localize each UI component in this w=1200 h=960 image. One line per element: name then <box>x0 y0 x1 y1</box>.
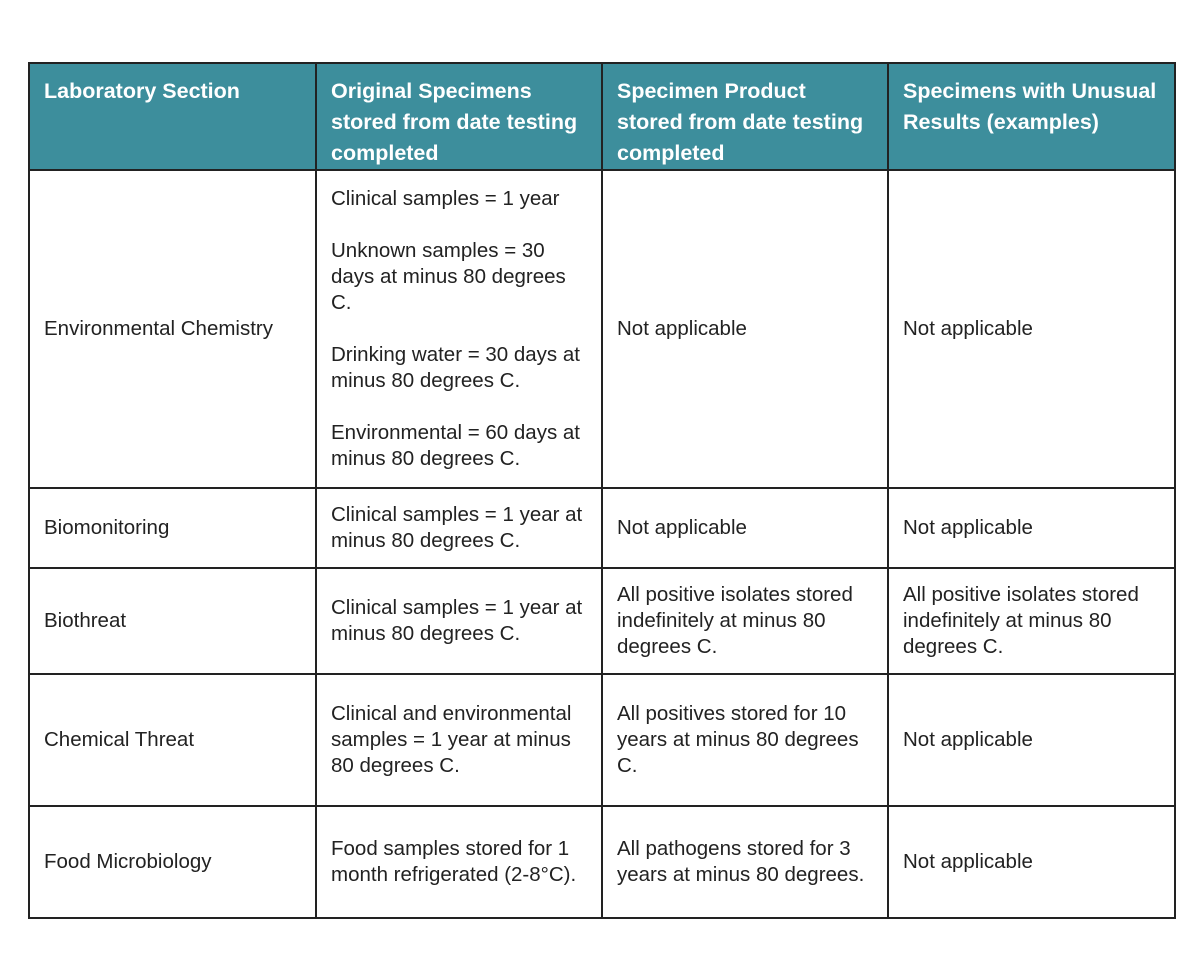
cell-section: Chemical Threat <box>29 674 316 806</box>
original-line: Clinical samples = 1 year at minus 80 degrees C. <box>331 596 583 645</box>
original-line: Drinking water = 30 days at minus 80 degrees C. <box>331 343 580 392</box>
original-line: Clinical and environmental samples = 1 year at minus 80 degrees C. <box>331 702 572 777</box>
cell-unusual-results: Not applicable <box>888 488 1175 568</box>
header-unusual-results: Specimens with Unusual Results (examples) <box>888 63 1175 170</box>
original-line: Food samples stored for 1 month refrigerated (2-8°C). <box>331 837 577 886</box>
header-laboratory-section: Laboratory Section <box>29 63 316 170</box>
cell-unusual-results: Not applicable <box>888 806 1175 918</box>
cell-original-specimens <box>316 674 602 806</box>
cell-specimen-product: All positives stored for 10 years at minus 80 degrees C. <box>602 674 888 806</box>
cell-original-specimens <box>316 806 602 918</box>
cell-section: Biomonitoring <box>29 488 316 568</box>
header-row <box>29 63 1175 170</box>
cell-original-specimens <box>316 568 602 674</box>
header-specimen-product: Specimen Product stored from date testing completed <box>602 63 888 170</box>
cell-unusual-results: All positive isolates stored indefinitely at minus 80 degrees C. <box>888 568 1175 674</box>
cell-section: Biothreat <box>29 568 316 674</box>
original-line: Environmental = 60 days at minus 80 degrees C. <box>331 421 580 470</box>
cell-original-specimens <box>316 170 602 488</box>
cell-unusual-results: Not applicable <box>888 674 1175 806</box>
table-row <box>29 806 1175 918</box>
cell-specimen-product: Not applicable <box>602 488 888 568</box>
original-line: Clinical samples = 1 year <box>331 187 560 210</box>
cell-unusual-results: Not applicable <box>888 170 1175 488</box>
table-row <box>29 488 1175 568</box>
table-row <box>29 170 1175 488</box>
table-row <box>29 674 1175 806</box>
original-line: Clinical samples = 1 year at minus 80 degrees C. <box>331 503 583 552</box>
cell-specimen-product: Not applicable <box>602 170 888 488</box>
cell-section: Environmental Chemistry <box>29 170 316 488</box>
cell-original-specimens <box>316 488 602 568</box>
original-line: Unknown samples = 30 days at minus 80 degrees C. <box>331 239 566 314</box>
cell-section: Food Microbiology <box>29 806 316 918</box>
cell-specimen-product: All pathogens stored for 3 years at minus 80 degrees. <box>602 806 888 918</box>
cell-specimen-product: All positive isolates stored indefinitely at minus 80 degrees C. <box>602 568 888 674</box>
table-row <box>29 568 1175 674</box>
retention-table <box>28 62 1176 919</box>
header-original-specimens: Original Specimens stored from date testing completed <box>316 63 602 170</box>
